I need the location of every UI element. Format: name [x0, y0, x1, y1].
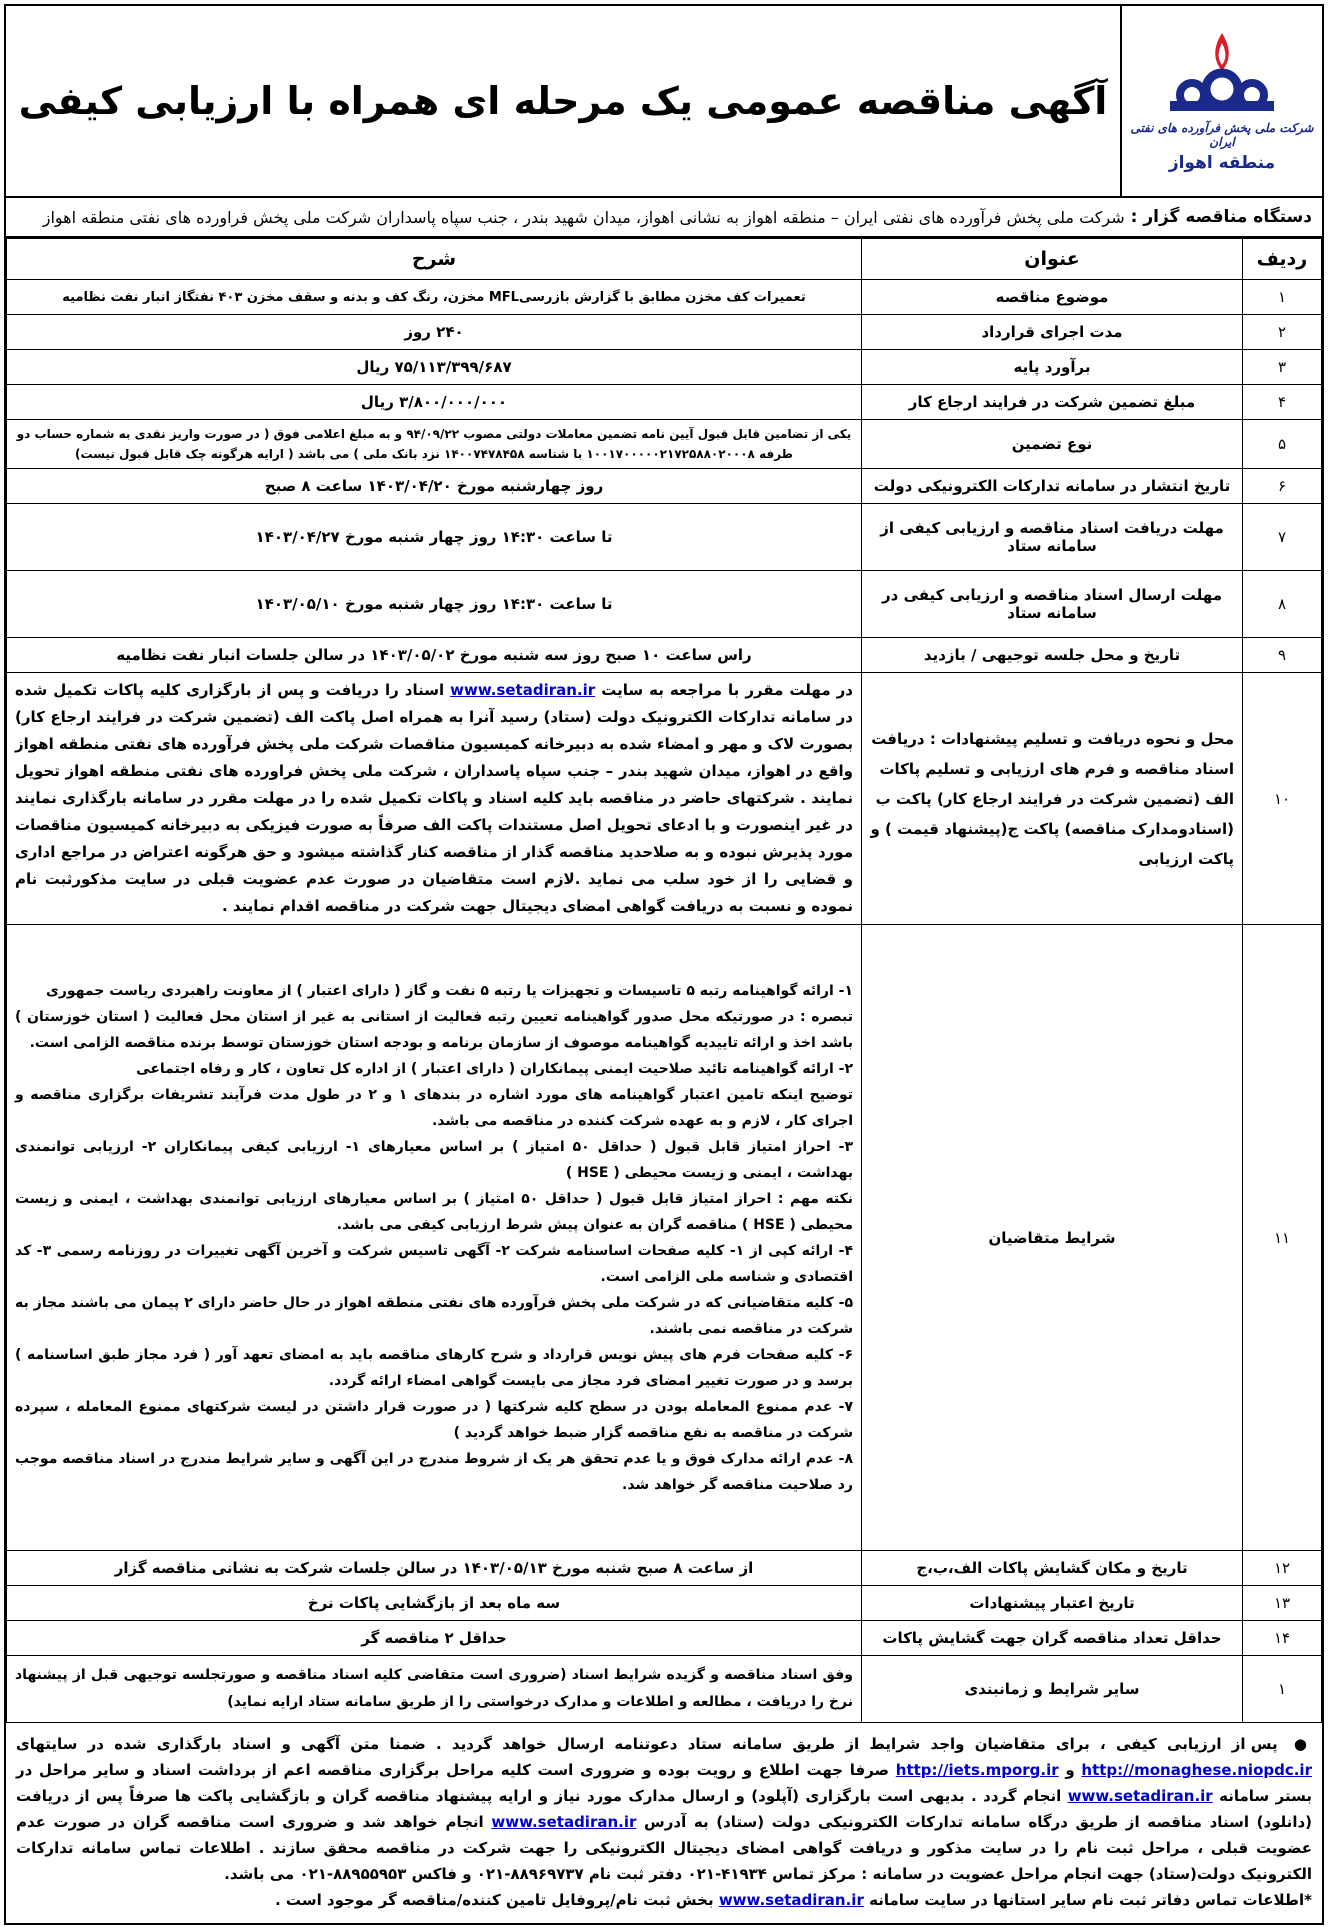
logo-block: [1120, 6, 1322, 196]
condition-item: ۵- کلیه متقاضیانی که در شرکت ملی پخش فرآورده های نفتی منطقه اهواز در حال حاضر دارای ۲ پیمان می باشند مجاز به شرکت در مناقصه نمی باشند.: [15, 1294, 854, 1337]
table-row: [7, 571, 1322, 638]
table-row: [7, 350, 1322, 385]
footer-text: و: [1065, 1761, 1075, 1779]
condition-item: ۷- عدم ممنوع المعامله بودن در سطح کلیه شرکتها ( در صورت قرار داشتن در لیست شرکتهای ممنوع المعامله ، سپرده شرکت در مناقصه به نفع مناقصه گزار ضبط خواهد گردید ): [15, 1398, 853, 1441]
header-desc: شرح: [7, 239, 862, 280]
row-desc: از ساعت ۸ صبح شنبه مورخ ۱۴۰۳/۰۵/۱۳ در سالن جلسات شرکت به نشانی مناقصه گزار: [7, 1551, 862, 1586]
title-block: [6, 6, 1120, 196]
footer-text: صرفا جهت اطلاع و رویت بوده و ضروری است کلیه مراحل برگزاری مناقصه اعم از برداشت اسناد و سایر مراحل در بستر سامانه: [16, 1761, 1312, 1805]
condition-item: ۲- ارائه گواهینامه تائید صلاحیت ایمنی پیمانکاران ( دارای اعتبار ) از اداره کل تعاون ، کار و رفاه اجتماعی: [136, 1060, 853, 1077]
row-idx: ۱۰: [1243, 673, 1322, 925]
table-row: [7, 638, 1322, 673]
table-row: [7, 385, 1322, 420]
iets-link[interactable]: http://iets.mporg.ir: [895, 1761, 1059, 1779]
row-desc: تا ساعت ۱۴:۳۰ روز چهار شنبه مورخ ۱۴۰۳/۰۴/۲۷: [7, 504, 862, 571]
row-title: شرایط متقاضیان: [862, 925, 1243, 1551]
row-desc: حداقل ۲ مناقصه گر: [7, 1621, 862, 1656]
header-idx: ردیف: [1243, 239, 1322, 280]
row-title: حداقل تعداد مناقصه گران جهت گشایش پاکات: [862, 1621, 1243, 1656]
bullet-icon: ●: [1293, 1735, 1312, 1753]
table-row: [7, 1656, 1322, 1723]
row-desc: تا ساعت ۱۴:۳۰ روز چهار شنبه مورخ ۱۴۰۳/۰۵/۱۰: [7, 571, 862, 638]
condition-item: ۸- عدم ارائه مدارک فوق و یا عدم تحقق هر یک از شروط مندرج در این آگهی و سایر شرایط مندرج در اسناد مناقصه موجب رد صلاحیت مناقصه گر خواهد شد.: [15, 1450, 853, 1493]
condition-item: تبصره : در صورتیکه محل صدور گواهینامه تعیین رتبه فعالیت از استانی به غیر از استان محل فعالیت ( استان خوزستان ) باشد اخذ و ارائه تاییدیه گواهینامه موصوف از سازمان برنامه و بودجه استان خوزستان توسط برنده مناقصه الزامی است.: [15, 1008, 853, 1051]
row-idx: ۶: [1243, 469, 1322, 504]
table-row: [7, 280, 1322, 315]
row-desc: ۷۵/۱۱۳/۳۹۹/۶۸۷ ریال: [7, 350, 862, 385]
row-title: تاریخ و مکان گشایش پاکات الف،ب،ج: [862, 1551, 1243, 1586]
footer-text: *اطلاعات تماس دفاتر ثبت نام سایر استانها در سایت سامانه: [869, 1891, 1312, 1909]
setadiran-link[interactable]: www.setadiran.ir: [491, 1813, 637, 1831]
organizer-text: شرکت ملی پخش فرآورده های نفتی ایران – منطقه اهواز به نشانی اهواز، میدان شهید بندر ، جنب سپاه پاسداران شرکت ملی پخش فراورده های نفتی منطقه اهواز: [42, 207, 1125, 227]
condition-item: ۳- احراز امتیاز قابل قبول ( حداقل ۵۰ امتیاز ) بر اساس معیارهای ۱- ارزیابی کیفی پیمانکاران ۲- ارزیابی توانمندی بهداشت ، ایمنی و زیست محیطی ( HSE ): [15, 1138, 853, 1181]
row-idx: ۵: [1243, 420, 1322, 469]
row-desc: تعمیرات کف مخزن مطابق با گزارش بازرسیMFL مخزن، رنگ کف و بدنه و سقف مخزن ۴۰۳ نفتگاز انبار نفت نظامیه: [7, 280, 862, 315]
table-row: [7, 469, 1322, 504]
tender-notice: [4, 4, 1324, 1925]
monaghese-link[interactable]: http://monaghese.niopdc.ir: [1081, 1761, 1312, 1779]
footer-text: انجام خواهد شد و ضروری است مناقصه گران در صورت عدم عضویت قبلی ، مراحل ثبت نام را در سایت مذکور و دریافت گواهی امضای دیجیتال الکترونیکی را جهت شرکت در مناقصه محقق سازند . اطلاعات تماس سامانه تدارکات الکترونیک دولت(ستاد) جهت انجام مراحل عضویت در سامانه : مرکز تماس ۴۱۹۳۴-۰۲۱ دفتر ثبت نام ۸۸۹۶۹۷۳۷-۰۲۱ و فاکس ۸۸۹۵۵۹۵۳-۰۲۱ می باشد.: [16, 1813, 1312, 1883]
setadiran-link[interactable]: www.setadiran.ir: [718, 1891, 864, 1909]
organizer-label: دستگاه مناقصه گزار :: [1130, 207, 1312, 227]
row-title: موضوع مناقصه: [862, 280, 1243, 315]
table-header-row: [7, 239, 1322, 280]
conditions-list: [7, 925, 862, 1551]
row-desc-post: اسناد را دریافت و پس از بارگزاری کلیه پاکات تکمیل شده در سامانه تدارکات الکترونیک دولت (ستاد) رسید آنرا به همراه اصل پاکت الف (تضمین شرکت در فرایند ارجاع کار) بصورت لاک و مهر و امضاء شده به دبیرخانه کمیسیون مناقصات شرکت ملی پخش فرآورده های نفتی منطقه اهواز واقع در اهواز، میدان شهید بندر – جنب سپاه پاسداران ، شرکت ملی پخش فراورده های نفتی منطقه اهواز تحویل نمایند . شرکتهای حاضر در مناقصه باید کلیه اسناد و پاکات تکمیل شده را در مهلت مقرر در سامانه بارگذاری نمایند در غیر اینصورت و با ادعای تحویل اصل مستندات پاکت الف صرفاً به صورت فیزیکی به دبیرخانه کمیسیون مناقصات مورد پذیرش نبوده و به صلاحدید مناقصه گذار از مناقصه کنار گذاشته میشود و حق هرگونه اعتراض در مراجع اداری و قضایی را از خود سلب می نماید .لازم است متقاضیان در صورت عدم عضویت قبلی در سایت مذکورثبت نام نموده و نسبت به دریافت گواهی امضای دیجیتال جهت شرکت در مناقصه اقدام نمایند .: [15, 681, 853, 915]
row-idx: ۱: [1243, 280, 1322, 315]
row-title: نوع تضمین: [862, 420, 1243, 469]
condition-item: توضیح اینکه تامین اعتبار گواهینامه های مورد اشاره در بندهای ۱ و ۲ در طول مدت فرآیند تشریفات برگزاری مناقصه و اجرای کار ، لازم و به عهده شرکت کننده در مناقصه می باشد.: [15, 1086, 853, 1129]
row-idx: ۱: [1243, 1656, 1322, 1723]
row-title: تاریخ و محل جلسه توجیهی / بازدید: [862, 638, 1243, 673]
page-title: آگهی مناقصه عمومی یک مرحله ای همراه با ارزیابی کیفی: [18, 79, 1108, 123]
row-desc: [7, 673, 862, 925]
row-desc: یکی از تضامین قابل قبول آیین نامه تضمین معاملات دولتی مصوب ۹۴/۰۹/۲۲ و به مبلغ اعلامی فوق ( در صورت واریز نقدی به شماره حساب دو طرفه ۱۰۰۱۷۰۰۰۰۰۲۱۷۲۵۸۸۰۲۰۰۰۸ با شناسه ۱۴۰۰۷۴۷۸۴۵۸ نزد بانک ملی ) می باشد ( ارایه هرگونه چک قابل قبول نیست): [7, 420, 862, 469]
row-desc: روز چهارشنبه مورخ ۱۴۰۳/۰۴/۲۰ ساعت ۸ صبح: [7, 469, 862, 504]
table-row: [7, 925, 1322, 1551]
setadiran-link[interactable]: www.setadiran.ir: [450, 681, 596, 699]
row-title: محل و نحوه دریافت و تسلیم پیشنهادات : دریافت اسناد مناقصه و فرم های ارزیابی و تسلیم پاکات الف (تضمین شرکت در فرایند ارجاع کار) پاکت ب (اسنادومدارک مناقصه) پاکت ج(پیشنهاد قیمت ) و پاکت ارزیابی: [862, 673, 1243, 925]
row-title: مبلغ تضمین شرکت در فرایند ارجاع کار: [862, 385, 1243, 420]
row-idx: ۴: [1243, 385, 1322, 420]
footer-paragraph: [16, 1731, 1312, 1887]
organizer-row: [6, 198, 1322, 238]
footer-text: بخش ثبت نام/پروفایل تامین کننده/مناقصه گر موجود است .: [275, 1891, 714, 1909]
company-logo-icon: [1152, 29, 1292, 121]
header-title: عنوان: [862, 239, 1243, 280]
row-desc-pre: در مهلت مقرر با مراجعه به سایت: [601, 681, 853, 699]
row-idx: ۱۴: [1243, 1621, 1322, 1656]
setadiran-link[interactable]: www.setadiran.ir: [1067, 1787, 1213, 1805]
row-idx: ۷: [1243, 504, 1322, 571]
table-row: [7, 673, 1322, 925]
header: [6, 6, 1322, 198]
logo-company-name: شرکت ملی پخش فرآورده های نفتی ایران: [1130, 121, 1314, 149]
row-idx: ۳: [1243, 350, 1322, 385]
row-title: برآورد پایه: [862, 350, 1243, 385]
table-row: [7, 504, 1322, 571]
row-desc: ۳/۸۰۰/۰۰۰/۰۰۰ ریال: [7, 385, 862, 420]
row-idx: ۹: [1243, 638, 1322, 673]
row-desc: سه ماه بعد از بازگشایی پاکات نرخ: [7, 1586, 862, 1621]
condition-item: ۴- ارائه کپی از ۱- کلیه صفحات اساسنامه شرکت ۲- آگهی تاسیس شرکت و آخرین آگهی تغییرات در روزنامه رسمی ۳- کد اقتصادی و شناسه ملی الزامی است.: [15, 1242, 854, 1285]
row-desc: ۲۴۰ روز: [7, 315, 862, 350]
footer-paragraph: [16, 1887, 1312, 1913]
row-title: تاریخ انتشار در سامانه تدارکات الکترونیکی دولت: [862, 469, 1243, 504]
table-row: [7, 420, 1322, 469]
table-row: [7, 1551, 1322, 1586]
footer-text: انجام گردد . بدیهی است بارگزاری (آپلود) و ارسال مدارک مورد نیاز و ارایه پیشنهاد مناقصه گران و بازگشایی پاکت ها صرفاً پس از دریافت (دانلود) اسناد مناقصه از طریق درگاه سامانه تدارکات الکترونیکی دولت (ستاد) به آدرس: [16, 1787, 1313, 1831]
footer-text: پس از ارزیابی کیفی ، برای متقاضیان واجد شرایط از طریق سامانه ستاد دعوتنامه ارسال خواهد گردید . ضمنا متن آگهی و اسناد بارگذاری شده در سایتهای: [16, 1735, 1278, 1753]
footer-notes: [6, 1723, 1322, 1923]
row-idx: ۱۳: [1243, 1586, 1322, 1621]
condition-item: ۶- کلیه صفحات فرم های پیش نویس قرارداد و شرح کارهای مناقصه باید به امضای تعهد آور ( فرد مجاز طبق اساسنامه ) برسد و در صورت تغییر امضای فرد مجاز می بایست گواهی امضاء ارائه گردد.: [15, 1346, 853, 1389]
row-title: مهلت دریافت اسناد مناقصه و ارزیابی کیفی از سامانه ستاد: [862, 504, 1243, 571]
row-title: سایر شرایط و زمانبندی: [862, 1656, 1243, 1723]
row-desc: وفق اسناد مناقصه و گزیده شرایط اسناد (ضروری است متقاضی کلیه اسناد مناقصه و صورتجلسه توجیهی قبل از پیشنهاد نرخ را دریافت ، مطالعه و اطلاعات و مدارک درخواستی را از طریق سامانه ستاد ارایه نماید): [7, 1656, 862, 1723]
condition-item: ۱- ارائه گواهینامه رتبه ۵ تاسیسات و تجهیزات یا رتبه ۵ نفت و گاز ( دارای اعتبار ) از معاونت راهبردی ریاست جمهوری: [46, 982, 853, 999]
row-title: مدت اجرای قرارداد: [862, 315, 1243, 350]
notice-frame: [4, 4, 1324, 1925]
row-idx: ۱۲: [1243, 1551, 1322, 1586]
logo-region: منطقه اهواز: [1168, 153, 1276, 173]
row-title: مهلت ارسال اسناد مناقصه و ارزیابی کیفی در سامانه ستاد: [862, 571, 1243, 638]
row-idx: ۱۱: [1243, 925, 1322, 1551]
table-row: [7, 1621, 1322, 1656]
row-desc: راس ساعت ۱۰ صبح روز سه شنبه مورخ ۱۴۰۳/۰۵/۰۲ در سالن جلسات انبار نفت نظامیه: [7, 638, 862, 673]
row-title: تاریخ اعتبار پیشنهادات: [862, 1586, 1243, 1621]
table-row: [7, 315, 1322, 350]
row-idx: ۲: [1243, 315, 1322, 350]
table-row: [7, 1586, 1322, 1621]
row-idx: ۸: [1243, 571, 1322, 638]
condition-item: نکته مهم : احراز امتیاز قابل قبول ( حداقل ۵۰ امتیاز ) بر اساس معیارهای ارزیابی توانمندی بهداشت ، ایمنی و زیست محیطی ( HSE ) مناقصه گران به عنوان پیش شرط ارزیابی کیفی می باشد.: [15, 1190, 853, 1233]
tender-table: [6, 238, 1322, 1723]
